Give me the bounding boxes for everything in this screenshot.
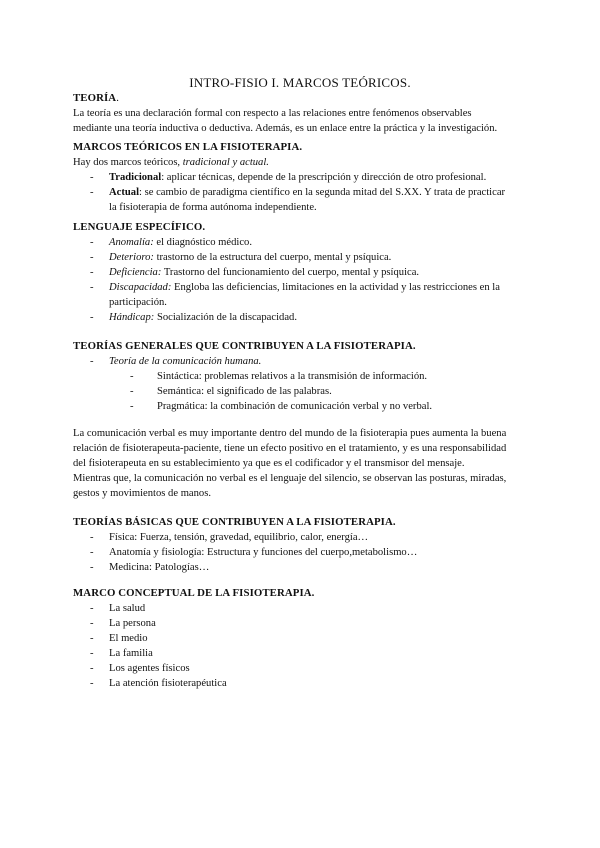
item-text: trastorno de la estructura del cuerpo, mental y psíquica. [153, 252, 392, 263]
list-item [73, 631, 529, 646]
item-term: Deterioro: [109, 252, 154, 263]
dash-bullet: - [90, 547, 94, 558]
item-text: Medicina: Patologías… [109, 562, 210, 573]
list-item [73, 676, 529, 691]
paragraph-line: La comunicación verbal es muy importante dentro del mundo de la fisioterapia pues aumenta la buena [73, 428, 507, 439]
item-text: La atención fisioterapéutica [109, 678, 227, 689]
item-text: La persona [109, 618, 156, 629]
list-item [73, 530, 529, 545]
dash-bullet: - [90, 237, 94, 248]
paragraph-comunicacion [73, 426, 529, 501]
item-text: Los agentes físicos [109, 663, 190, 674]
item-text: Pragmática: la combinación de comunicación verbal y no verbal. [157, 401, 433, 412]
heading-basicas: TEORÍAS BÁSICAS QUE CONTRIBUYEN A LA FISIOTERAPIA. [73, 516, 396, 528]
dash-bullet: - [90, 633, 94, 644]
dash-bullet: - [90, 678, 94, 689]
paragraph-line: Mientras que, la comunicación no verbal es el lenguaje del silencio, se observan las posturas, miradas, [73, 473, 507, 484]
paragraph-line: del fisioterapeuta en su establecimiento ya que es el codificador y el transmisor del mensaje. [73, 458, 465, 469]
item-term: Tradicional [109, 172, 162, 183]
intro-text: Hay dos marcos teóricos, [73, 157, 183, 168]
item-text: Engloba las deficiencias, limitaciones en la actividad y las restricciones en la [171, 282, 500, 293]
section-teoria [73, 91, 529, 136]
list-item [73, 170, 529, 185]
sub-list-item [73, 369, 529, 384]
item-text: Sintáctica: problemas relativos a la transmisión de información. [157, 371, 428, 382]
heading-generales: TEORÍAS GENERALES QUE CONTRIBUYEN A LA FISIOTERAPIA. [73, 340, 416, 352]
paragraph-line: gestos y movimientos de manos. [73, 488, 212, 499]
item-text: : se cambio de paradigma científico en la segunda mitad del S.XX. Y trata de practicar [139, 187, 506, 198]
sub-list-item [73, 399, 529, 414]
paragraph-line: mediante una teoría inductiva o deductiva. Además, es un enlace entre la práctica y la investigación. [73, 123, 498, 134]
item-term: Anomalía: [109, 237, 154, 248]
item-text: Trastorno del funcionamiento del cuerpo, mental y psíquica. [161, 267, 420, 278]
section-basicas [73, 515, 529, 575]
list-item-continuation: participación. [109, 297, 167, 308]
heading-lenguaje: LENGUAJE ESPECÍFICO. [73, 221, 206, 233]
dash-bullet: - [90, 603, 94, 614]
item-term: Hándicap: [109, 312, 155, 323]
list-item-continuation: la fisioterapia de forma autónoma independiente. [109, 202, 317, 213]
item-text: Anatomía y fisiología: Estructura y funciones del cuerpo,metabolismo… [109, 547, 418, 558]
list-item [73, 646, 529, 661]
list-item [73, 280, 529, 295]
section-generales [73, 339, 529, 414]
item-text: El medio [109, 633, 148, 644]
item-text: Teoría de la comunicación humana. [109, 356, 262, 367]
list-item [73, 235, 529, 250]
list-item [73, 545, 529, 560]
list-item [73, 250, 529, 265]
list-item [73, 601, 529, 616]
sub-list-item [73, 384, 529, 399]
list-item [73, 354, 529, 369]
intro-emphasis: tradicional y actual. [182, 157, 269, 168]
item-text: La salud [109, 603, 146, 614]
dash-bullet: - [90, 267, 94, 278]
dash-bullet: - [130, 401, 134, 412]
heading-teoria-dot: . [116, 93, 119, 104]
dash-bullet: - [90, 172, 94, 183]
item-term: Deficiencia: [109, 267, 162, 278]
dash-bullet: - [90, 532, 94, 543]
dash-bullet: - [90, 312, 94, 323]
dash-bullet: - [90, 562, 94, 573]
list-item [73, 661, 529, 676]
list-item [73, 265, 529, 280]
list-item [73, 616, 529, 631]
item-text: : aplicar técnicas, depende de la prescripción y dirección de otro profesional. [161, 172, 487, 183]
item-text: Física: Fuerza, tensión, gravedad, equilibrio, calor, energía… [109, 532, 369, 543]
dash-bullet: - [90, 252, 94, 263]
dash-bullet: - [90, 663, 94, 674]
dash-bullet: - [130, 386, 134, 397]
heading-conceptual: MARCO CONCEPTUAL DE LA FISIOTERAPIA. [73, 587, 315, 599]
item-text: Socialización de la discapacidad. [154, 312, 297, 323]
item-text: Semántica: el significado de las palabras. [157, 386, 332, 397]
dash-bullet: - [90, 648, 94, 659]
dash-bullet: - [90, 187, 94, 198]
dash-bullet: - [90, 282, 94, 293]
list-item [73, 560, 529, 575]
heading-teoria: TEORÍA [73, 92, 117, 104]
dash-bullet: - [130, 371, 134, 382]
section-conceptual [73, 586, 529, 691]
dash-bullet: - [90, 618, 94, 629]
item-term: Discapacidad: [109, 282, 172, 293]
paragraph-line: La teoría es una declaración formal con respecto a las relaciones entre fenómenos observables [73, 108, 472, 119]
item-text: el diagnóstico médico. [153, 237, 252, 248]
dash-bullet: - [90, 356, 94, 367]
section-marcos [73, 140, 529, 215]
section-lenguaje [73, 220, 529, 325]
heading-marcos: MARCOS TEÓRICOS EN LA FISIOTERAPIA. [73, 141, 303, 153]
item-term: Actual [109, 187, 140, 198]
list-item [73, 185, 529, 200]
paragraph-line: relación de fisioterapeuta-paciente, tiene un efecto positivo en el tratamiento, y es una responsabilidad [73, 443, 507, 454]
item-text: La familia [109, 648, 153, 659]
document-title: INTRO-FISIO I. MARCOS TEÓRICOS. [189, 75, 411, 90]
list-item [73, 310, 529, 325]
